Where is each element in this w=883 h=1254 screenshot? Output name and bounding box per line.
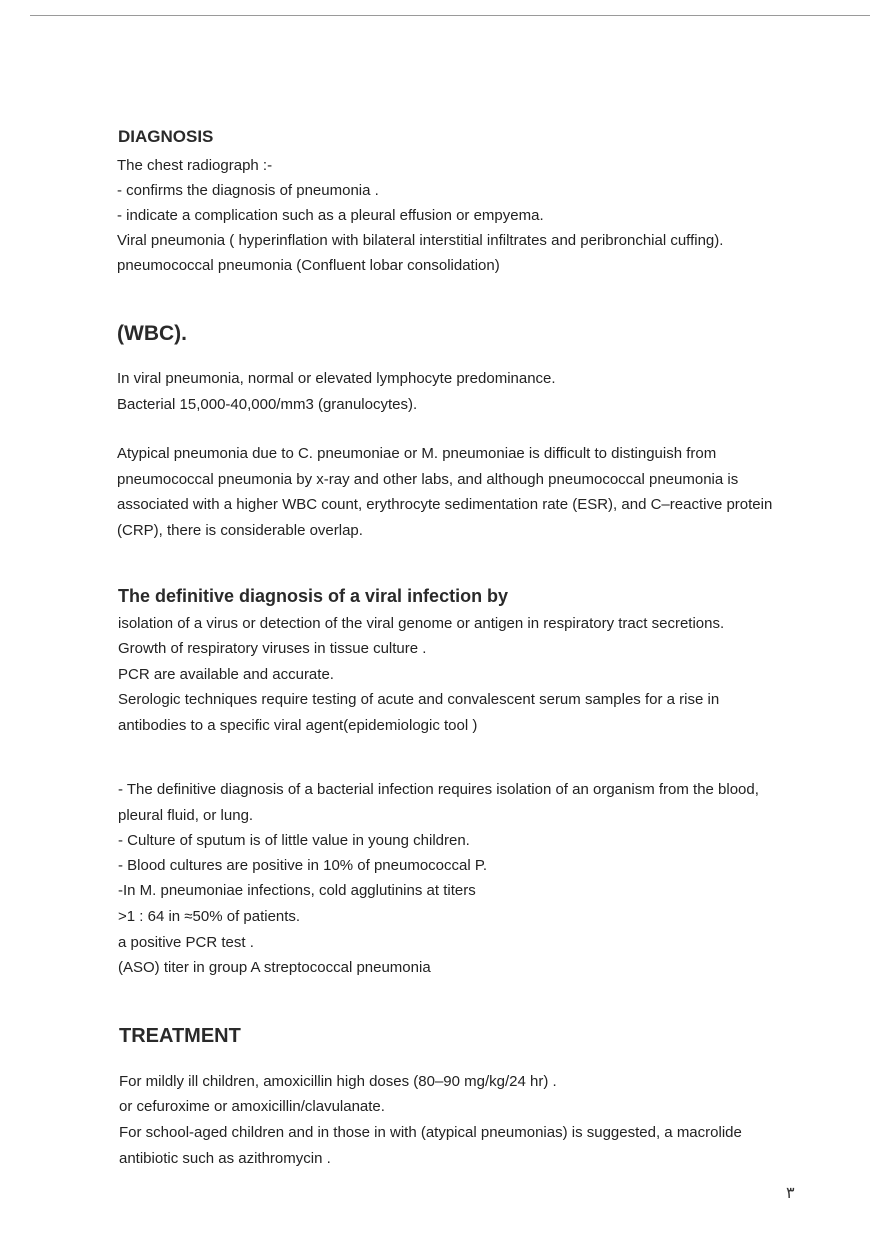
- bacterial-diagnosis-line: - Culture of sputum is of little value in young children.: [118, 832, 470, 849]
- viral-diagnosis-line: Serologic techniques require testing of acute and convalescent serum samples for a rise in: [118, 691, 720, 708]
- bacterial-diagnosis-line: - Blood cultures are positive in 10% of pneumococcal P.: [118, 857, 488, 874]
- viral-diagnosis-line: PCR are available and accurate.: [118, 666, 334, 683]
- bacterial-diagnosis-line: a positive PCR test .: [118, 934, 254, 951]
- diagnosis-line: pneumococcal pneumonia (Confluent lobar consolidation): [117, 257, 500, 274]
- diagnosis-line: - confirms the diagnosis of pneumonia .: [117, 182, 379, 199]
- bacterial-diagnosis-line: pleural fluid, or lung.: [118, 807, 254, 824]
- atypical-line: Atypical pneumonia due to C. pneumoniae or M. pneumoniae is difficult to distinguish from: [117, 445, 717, 462]
- bacterial-diagnosis-line: - The definitive diagnosis of a bacterial infection requires isolation of an organism from the blood,: [118, 781, 759, 798]
- wbc-line: In viral pneumonia, normal or elevated lymphocyte predominance.: [117, 370, 556, 387]
- diagnosis-line: - indicate a complication such as a pleural effusion or empyema.: [117, 207, 544, 224]
- treatment-line: For mildly ill children, amoxicillin high doses (80–90 mg/kg/24 hr) .: [119, 1073, 557, 1090]
- treatment-line: or cefuroxime or amoxicillin/clavulanate.: [119, 1098, 385, 1115]
- wbc-heading: (WBC).: [117, 322, 187, 345]
- diagnosis-heading: DIAGNOSIS: [118, 127, 214, 146]
- treatment-line: For school-aged children and in those in with (atypical pneumonias) is suggested, a macrolide: [119, 1124, 742, 1141]
- diagnosis-line: The chest radiograph :-: [117, 157, 273, 174]
- viral-diagnosis-heading: The definitive diagnosis of a viral infection by: [118, 586, 509, 606]
- bacterial-diagnosis-line: -In M. pneumoniae infections, cold agglutinins at titers: [118, 882, 476, 899]
- treatment-line: antibiotic such as azithromycin .: [119, 1150, 331, 1167]
- bacterial-diagnosis-line: >1 : 64 in ≈50% of patients.: [118, 908, 301, 925]
- treatment-heading: TREATMENT: [119, 1025, 241, 1047]
- wbc-line: Bacterial 15,000-40,000/mm3 (granulocytes).: [117, 396, 418, 413]
- page-number: ٣: [786, 1185, 795, 1202]
- viral-diagnosis-line: isolation of a virus or detection of the viral genome or antigen in respiratory tract secretions.: [118, 615, 725, 632]
- diagnosis-line: Viral pneumonia ( hyperinflation with bilateral interstitial infiltrates and peribronchial cuffing).: [117, 232, 724, 249]
- viral-diagnosis-line: antibodies to a specific viral agent(epidemiologic tool ): [118, 717, 478, 734]
- bacterial-diagnosis-line: (ASO) titer in group A streptococcal pneumonia: [118, 959, 431, 976]
- atypical-line: (CRP), there is considerable overlap.: [117, 522, 363, 539]
- atypical-line: associated with a higher WBC count, erythrocyte sedimentation rate (ESR), and C–reactive protein: [117, 496, 773, 513]
- atypical-line: pneumococcal pneumonia by x-ray and other labs, and although pneumococcal pneumonia is: [117, 471, 739, 488]
- viral-diagnosis-line: Growth of respiratory viruses in tissue culture .: [118, 640, 427, 657]
